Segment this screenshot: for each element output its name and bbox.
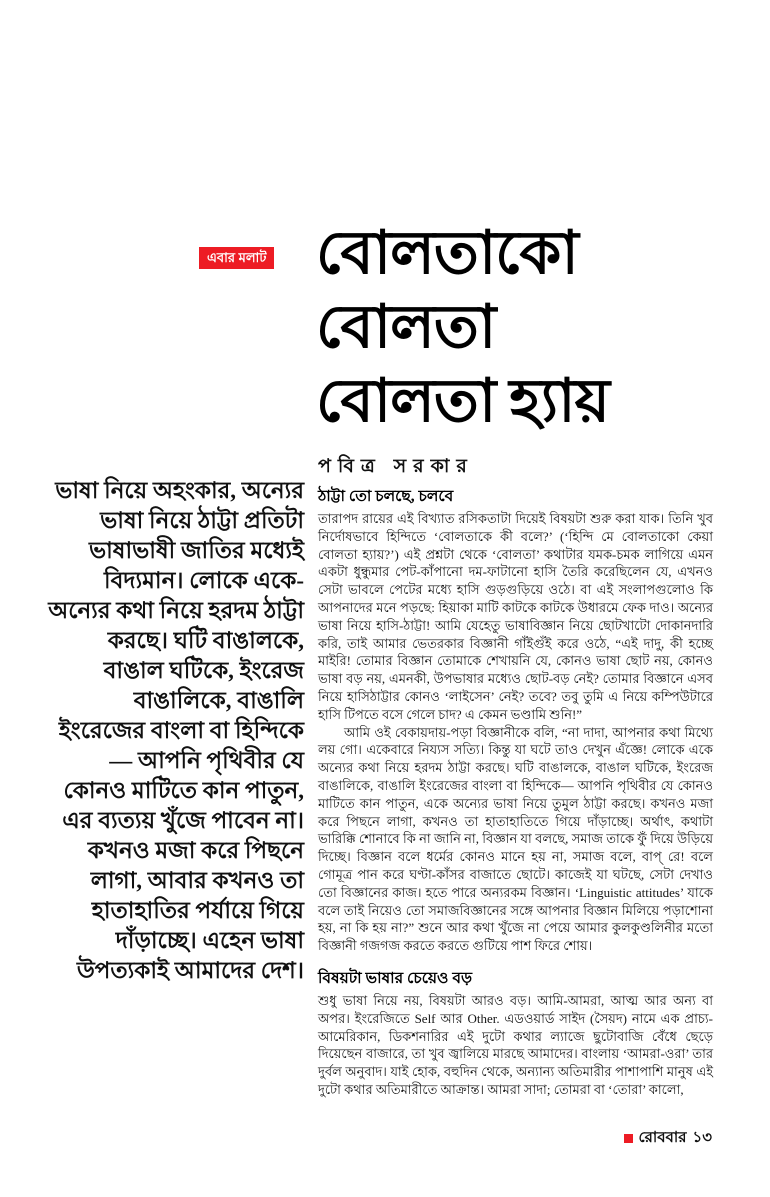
paragraph: তারাপদ রায়ের এই বিখ্যাত রসিকতাটা দিয়েই বিষয়টা শুরু করা যাক। তিনি খুব নির্দোষভাবে হিন্দিতে ‘বোলতাকে কী বলে?’ (‘হিন্দি মে বোলতাকো কেয়া বোলতা হ্যায়?’) এই প্রশ্নটা থেকে ‘বোলতা’ কথাটার যমক-চমক লাগিয়ে এমন একটা ধুন্ধুমার পেট-কাঁপানো দম-ফাটানো হাসি তৈরি করেছিলেন যে, এখনও সেটা ভাবলে পেটের মধ্যে হাসি গুড়গুড়িয়ে ওঠে। বা এই সংলাপগুলোও কি আপনাদের মনে পড়ছে: হিয়াকা মাটি কাটকে কাটকে উধারমে ফেক দাও। অন্যের ভাষা নিয়ে হাসি-ঠাট্টা! আমি যেহেতু ভাষাবিজ্ঞান নিয়ে ছোটখাটো দোকানদারি করি, তাই আমার ভেতরকার বিজ্ঞানী গাঁইগুঁই করে ওঠে, “এই দাদু, কী হচ্ছে মাইরি! তোমার বিজ্ঞান তোমাকে শেখায়নি যে, কোনও ভাষা ছোট নয়, কোনও ভাষা বড় নয়, এমনকী, উপভাষার মধ্যেও ছোট-বড় নেই? তোমার বিজ্ঞানে এসব নিয়ে হাসিঠাট্টার কোনও ‘লাইসেন’ নেই? তবে? তবু তুমি এ নিয়ে কম্পিউটারে হাসি টিপতে বসে গেলে চাদ? এ কেমন ভণ্ডামি শুনি!”	[318, 511, 713, 722]
section-heading-1: ঠাট্টা তো চলছে, চলবে	[318, 488, 454, 505]
author-byline: পবিত্র সরকার	[318, 456, 474, 477]
paragraph: শুধু ভাষা নিয়ে নয়, বিষয়টা আরও বড়। আমি-আমরা, আত্ম আর অন্য বা অপর। ইংরেজিতে Self আর Other. এডওয়ার্ড সাইদ (সৈয়দ) নামে এক প্রাচ্য-আমেরিকান, ডিকশনারির এই দুটো কথার ল্যাজে ছুটোবাজি বেঁধে ছেড়ে দিয়েছেন বাজারে, তা খুব জ্বালিয়ে মারছে আমাদের। বাংলায় ‘আমরা-ওরা’ তার দুর্বল অনুবাদ। যাই হোক, বহুদিন থেকে, অন্যান্য অতিমারীর পাশাপাশি মানুষ এই দুটো কথার অতিমারীতে আক্রান্ত। আমরা সাদা; তোমরা বা ‘তোরা’ কালো,	[318, 992, 713, 1097]
footer-red-mark-icon	[624, 1134, 633, 1143]
standfirst: ভাষা নিয়ে অহংকার, অন্যের ভাষা নিয়ে ঠাট্টা প্রতিটা ভাষাভাষী জাতির মধ্যেই বিদ্যমান। লোকে একে-অন্যের কথা নিয়ে হরদম ঠাট্টা করছে। ঘটি বাঙালকে, বাঙাল ঘটিকে, ইংরেজ বাঙালিকে, বাঙালি ইংরেজের বাংলা বা হিন্দিকে— আপনি পৃথিবীর যে কোনও মাটিতে কান পাতুন, এর ব্যত্যয় খুঁজে পাবেন না। কখনও মজা করে পিছনে লাগা, আবার কখনও তা হাতাহাতির পর্যায়ে গিয়ে দাঁড়াচ্ছে। এহেন ভাষা উপত্যকাই আমাদের দেশ।	[48, 478, 304, 983]
paragraph: আমি ওই বেকায়দায়-পড়া বিজ্ঞানীকে বলি, “না দাদা, আপনার কথা মিথ্যে লয় গো। একেবারে নিয্যস সত্যি। কিন্তু যা ঘটে তাও দেখুন এঁজ্ঞে! লোকে একে অন্যের কথা নিয়ে হরদম ঠাট্টা করছে। ঘটি বাঙালকে, বাঙাল ঘটিকে, ইংরেজ বাঙালিকে, বাঙালি ইংরেজের বাংলা বা হিন্দিকে— আপনি পৃথিবীর যে কোনও মাটিতে কান পাতুন, একে অন্যের ভাষা নিয়ে তুমুল ঠাট্টা করছে। কখনও মজা করে পিছনে লাগা, কখনও তা হাতাহাতিতে গিয়ে দাঁড়াচ্ছে। অর্থাৎ, কথাটা ভারিক্কি শোনাবে কি না জানি না, বিজ্ঞান যা বলছে, সমাজ তাকে ফুঁ দিয়ে উড়িয়ে দিচ্ছে। বিজ্ঞান বলে ধর্মের কোনও মানে হয় না, সমাজ বলে, বাপ্ রে! বলে গোমূত্র পান করে ঘণ্টা-কাঁসর বাজাতে ছোটে। কাজেই যা ঘটছে, সেটা দেখাও তো বিজ্ঞানের কাজ। হতে পারে অন্যরকম বিজ্ঞান। ‘Linguistic attitudes’ যাকে বলে তাই নিয়েও তো সমাজবিজ্ঞানের সঙ্গে আপনার বিজ্ঞান মিলিয়ে পড়াশোনা হয়, না কি হয় না?” শুনে আর কথা খুঁজে না পেয়ে আমার কুলকুণ্ডলিনীর মতো বিজ্ঞানী গজগজ করতে করতে গুটিয়ে পাশ ফিরে শোয়।	[318, 724, 713, 954]
headline-line-2: বোলতা	[316, 294, 496, 360]
kicker-label: এবার মলাট	[207, 250, 267, 265]
headline-line-1: বোলতাকো	[316, 220, 578, 286]
article-headline	[316, 216, 746, 438]
page-number: ১৩	[692, 1130, 712, 1146]
section-heading-2: বিষয়টা ভাষার চেয়েও বড়	[318, 969, 473, 987]
article-body	[318, 487, 713, 1099]
headline-line-3: বোলতা হ্যায়	[316, 368, 609, 434]
section-kicker	[199, 247, 274, 269]
magazine-name: রোববার	[638, 1130, 687, 1146]
page-footer	[624, 1126, 712, 1151]
